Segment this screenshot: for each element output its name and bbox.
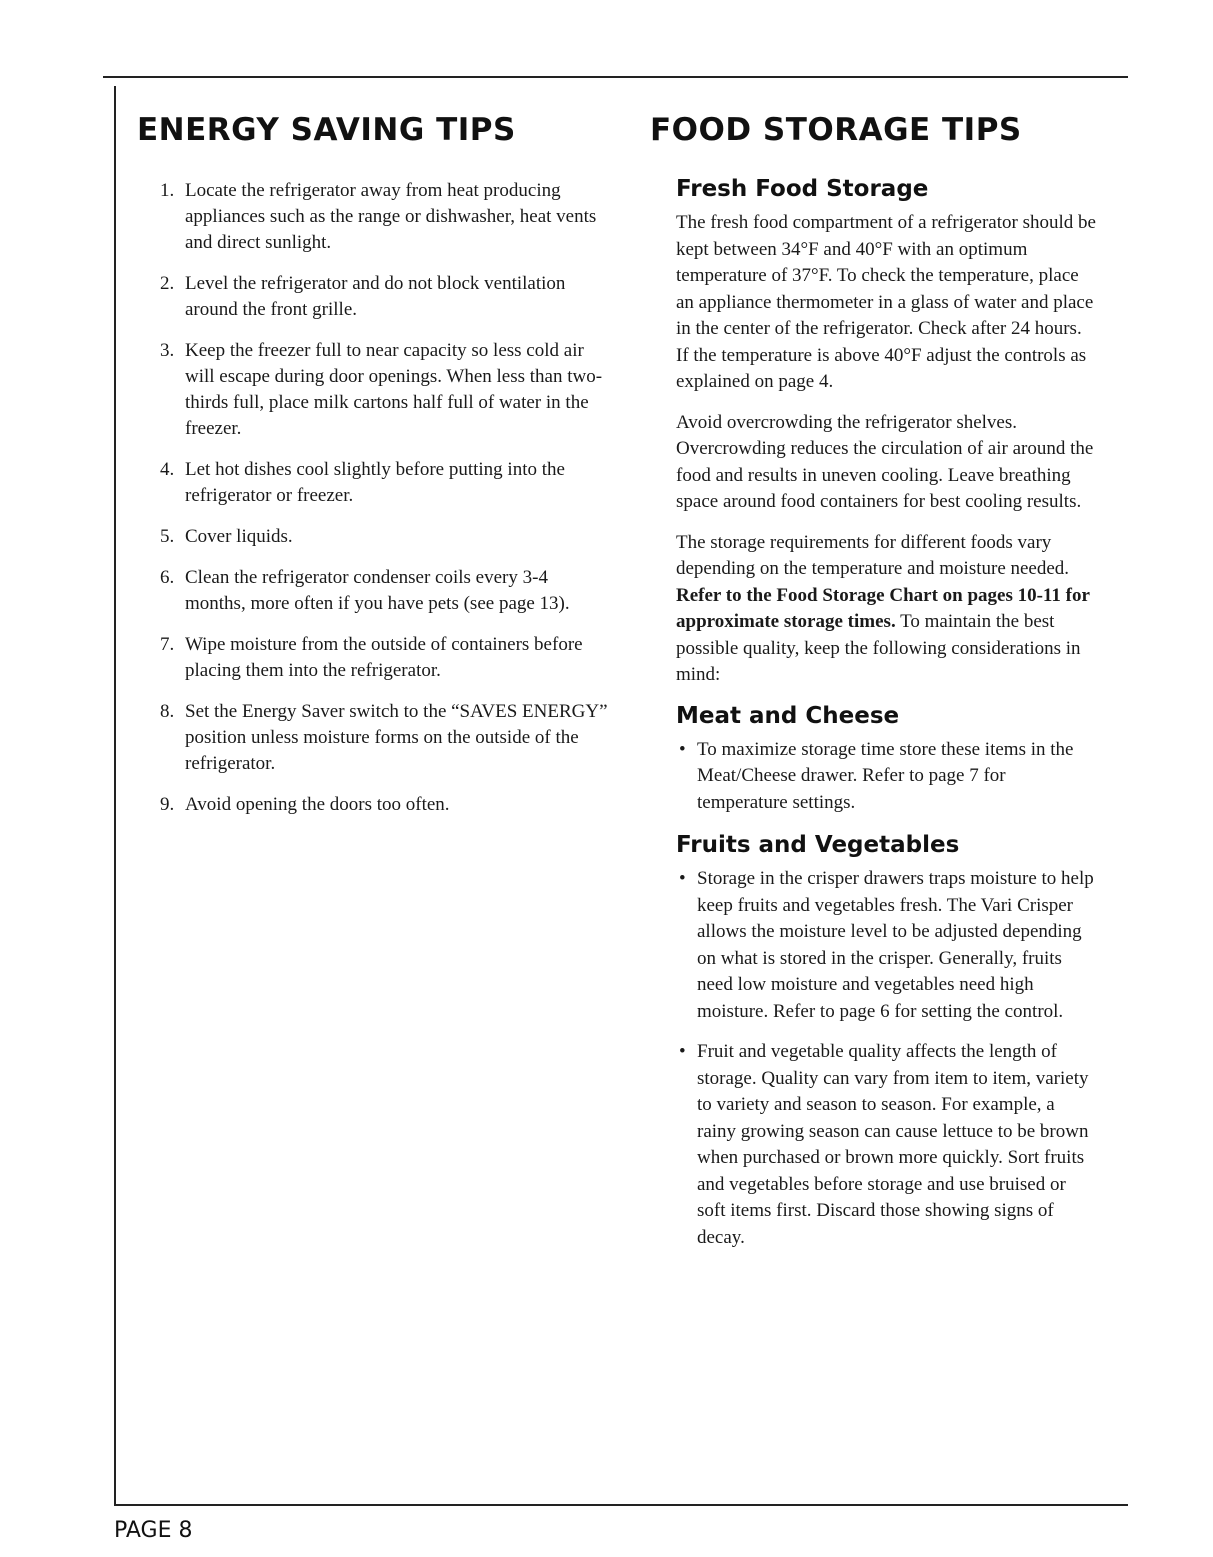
- tip-number: 4.: [160, 459, 175, 480]
- list-item: [676, 737, 1096, 817]
- tip-text: Keep the freezer full to near capacity so less cold air will escape during door openings. When less than two-thirds full, place milk cartons half full of water in the freezer.: [185, 340, 603, 439]
- bullet-text: Fruit and vegetable quality affects the length of storage. Quality can vary from item to item, variety to variety and season to season. For example, a rainy growing season can cause lettuce to be brown when purchased or brown more quickly. Sort fruits and vegetables before storage and use bruised or soft items first. Discard those showing signs of decay.: [697, 1041, 1089, 1248]
- top-rule: [103, 76, 1128, 78]
- list-item: [676, 866, 1096, 1025]
- bottom-rule: [114, 1504, 1128, 1506]
- fresh-food-paragraph-2: Avoid overcrowding the refrigerator shelves. Overcrowding reduces the circulation of air around the food and results in uneven cooling. Leave breathing space around food containers for best cooling results.: [676, 411, 1094, 512]
- energy-tip-2: [160, 271, 610, 323]
- bullet-text: To maximize storage time store these items in the Meat/Cheese drawer. Refer to page 7 for temperature settings.: [697, 738, 1074, 813]
- bullet-icon: •: [679, 868, 686, 889]
- list-item: [676, 1039, 1096, 1251]
- tip-text: Clean the refrigerator condenser coils every 3-4 months, more often if you have pets (see page 13).: [185, 567, 570, 614]
- tip-text: Avoid opening the doors too often.: [185, 794, 450, 815]
- tip-number: 8.: [160, 701, 175, 722]
- meat-cheese-list: [676, 737, 1096, 817]
- tip-number: 6.: [160, 567, 175, 588]
- tip-text: Cover liquids.: [185, 526, 293, 547]
- energy-tips-list: [160, 178, 610, 818]
- bullet-text: Storage in the crisper drawers traps moisture to help keep fruits and vegetables fresh. The Vari Crisper allows the moisture level to be adjusted depending on what is stored in the crisper. Generally, fruits need low moisture and vegetables need high moisture. Refer to page 6 for setting the control.: [697, 868, 1094, 1022]
- energy-tip-3: [160, 338, 610, 442]
- fresh-food-paragraph-1: The fresh food compartment of a refrigerator should be kept between 34°F and 40°F with an optimum temperature of 37°F. To check the temperature, place an appliance thermometer in a glass of water and place in the center of the refrigerator. Check after 24 hours. If the temperature is above 40°F adjust the controls as explained on page 4.: [676, 212, 1096, 392]
- energy-tip-9: [160, 792, 610, 818]
- tip-text: Wipe moisture from the outside of containers before placing them into the refrigerator.: [185, 634, 583, 681]
- tip-text: Level the refrigerator and do not block ventilation around the front grille.: [185, 273, 566, 320]
- tip-number: 5.: [160, 526, 175, 547]
- food-storage-tips-title: FOOD STORAGE TIPS: [650, 112, 1022, 148]
- tip-number: 3.: [160, 340, 175, 361]
- energy-tip-7: [160, 632, 610, 684]
- energy-saving-tips-title: ENERGY SAVING TIPS: [137, 112, 516, 148]
- food-storage-column: [676, 176, 1096, 1267]
- energy-tip-1: [160, 178, 610, 256]
- paragraph-text: To maintain the best possible quality, keep the following considerations in mind:: [676, 611, 1081, 685]
- fresh-food-storage-heading: Fresh Food Storage: [676, 176, 929, 202]
- energy-tip-5: [160, 524, 610, 550]
- fresh-food-paragraph-3: [676, 530, 1096, 689]
- page-number: PAGE 8: [114, 1518, 193, 1543]
- paragraph-text: The storage requirements for different foods vary depending on the temperature and moisture needed.: [676, 531, 1070, 579]
- tip-text: Locate the refrigerator away from heat producing appliances such as the range or dishwasher, heat vents and direct sunlight.: [185, 180, 597, 253]
- energy-tips-column: [160, 178, 610, 833]
- energy-tip-6: [160, 565, 610, 617]
- fruits-and-vegetables-heading: Fruits and Vegetables: [676, 832, 960, 858]
- bullet-icon: •: [679, 738, 686, 760]
- energy-tip-8: [160, 699, 610, 777]
- tip-number: 9.: [160, 794, 175, 815]
- storage-chart-reference: Refer to the Food Storage Chart on pages 10-11 for approximate storage times.: [676, 584, 1090, 632]
- left-rule: [114, 86, 116, 1505]
- meat-and-cheese-heading: Meat and Cheese: [676, 702, 900, 729]
- tip-number: 7.: [160, 634, 175, 655]
- fruits-vegetables-list: [676, 866, 1096, 1251]
- energy-tip-4: [160, 457, 610, 509]
- tip-number: 2.: [160, 273, 175, 294]
- tip-number: 1.: [160, 180, 175, 201]
- bullet-icon: •: [679, 1041, 686, 1062]
- tip-text: Set the Energy Saver switch to the “SAVES ENERGY” position unless moisture forms on the outside of the refrigerator.: [185, 701, 608, 774]
- tip-text: Let hot dishes cool slightly before putting into the refrigerator or freezer.: [185, 459, 565, 506]
